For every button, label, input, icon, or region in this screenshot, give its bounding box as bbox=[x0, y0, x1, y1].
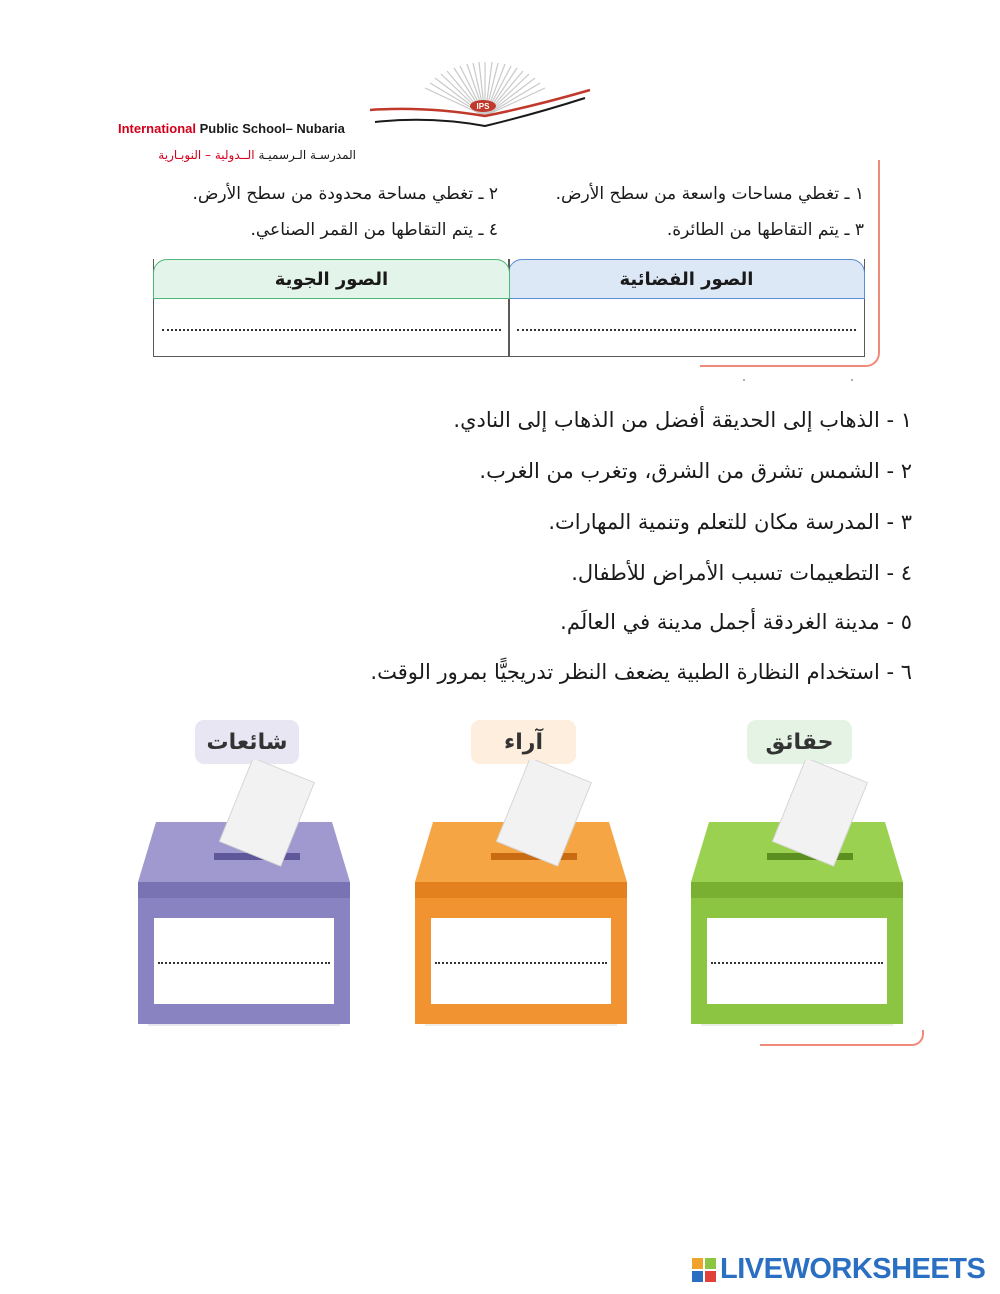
statement-1[interactable]: ١ ـ تغطي مساحات واسعة من سطح الأرض. bbox=[555, 184, 864, 204]
school-name-en-highlight: International bbox=[118, 121, 197, 136]
ballot-box-icon bbox=[138, 760, 350, 1030]
facts-answer-field[interactable] bbox=[711, 962, 883, 964]
opinions-ballot-box[interactable] bbox=[415, 760, 627, 1030]
opinions-answer-field[interactable] bbox=[435, 962, 607, 964]
question-1[interactable]: ١ - الذهاب إلى الحديقة أفضل من الذهاب إلى النادي. bbox=[453, 408, 912, 432]
facts-label: حقائق bbox=[747, 720, 852, 764]
question-2[interactable]: ٢ - الشمس تشرق من الشرق، وتغرب من الغرب. bbox=[479, 459, 912, 483]
opinions-label: آراء bbox=[471, 720, 576, 764]
statement-2[interactable]: ٢ ـ تغطي مساحة محدودة من سطح الأرض. bbox=[192, 184, 498, 204]
facts-ballot-box[interactable] bbox=[691, 760, 903, 1030]
question-5[interactable]: ٥ - مدينة الغردقة أجمل مدينة في العالَم. bbox=[560, 610, 912, 634]
rumors-label: شائعات bbox=[195, 720, 299, 764]
faint-marks bbox=[740, 378, 860, 382]
question-3[interactable]: ٣ - المدرسة مكان للتعلم وتنمية المهارات. bbox=[548, 510, 912, 534]
question-6[interactable]: ٦ - استخدام النظارة الطبية يضعف النظر تدريجيًّا بمرور الوقت. bbox=[370, 660, 912, 684]
question-4[interactable]: ٤ - التطعيمات تسبب الأمراض للأطفال. bbox=[571, 561, 912, 585]
aerial-images-header: الصور الجوية bbox=[153, 259, 510, 299]
space-images-header: الصور الفضائية bbox=[508, 259, 865, 299]
statement-4[interactable]: ٤ ـ يتم التقاطها من القمر الصناعي. bbox=[250, 220, 498, 240]
liveworksheets-icon bbox=[692, 1258, 716, 1282]
school-name-en bbox=[118, 121, 345, 136]
statement-3[interactable]: ٣ ـ يتم التقاطها من الطائرة. bbox=[666, 220, 864, 240]
logo-text: IPS bbox=[476, 102, 490, 111]
classification-table bbox=[153, 259, 865, 358]
school-name-ar bbox=[118, 148, 356, 162]
school-name-ar-prefix: المدرسـة الـرسميـة bbox=[254, 148, 356, 162]
school-logo bbox=[365, 58, 595, 138]
rumors-ballot-box[interactable] bbox=[138, 760, 350, 1030]
ballot-box-icon bbox=[415, 760, 627, 1030]
liveworksheets-text: LIVEWORKSHEETS bbox=[720, 1253, 986, 1285]
rumors-answer-field[interactable] bbox=[158, 962, 330, 964]
aerial-images-column bbox=[153, 259, 510, 357]
school-name-ar-highlight: الــدولية – النوبـارية bbox=[158, 148, 255, 162]
space-images-column bbox=[508, 259, 865, 357]
section-frame-bottom bbox=[760, 1030, 924, 1046]
aerial-images-answer-field[interactable] bbox=[162, 329, 501, 331]
school-name-en-rest: Public School– Nubaria bbox=[196, 121, 345, 136]
ballot-box-icon bbox=[691, 760, 903, 1030]
space-images-answer-field[interactable] bbox=[517, 329, 856, 331]
